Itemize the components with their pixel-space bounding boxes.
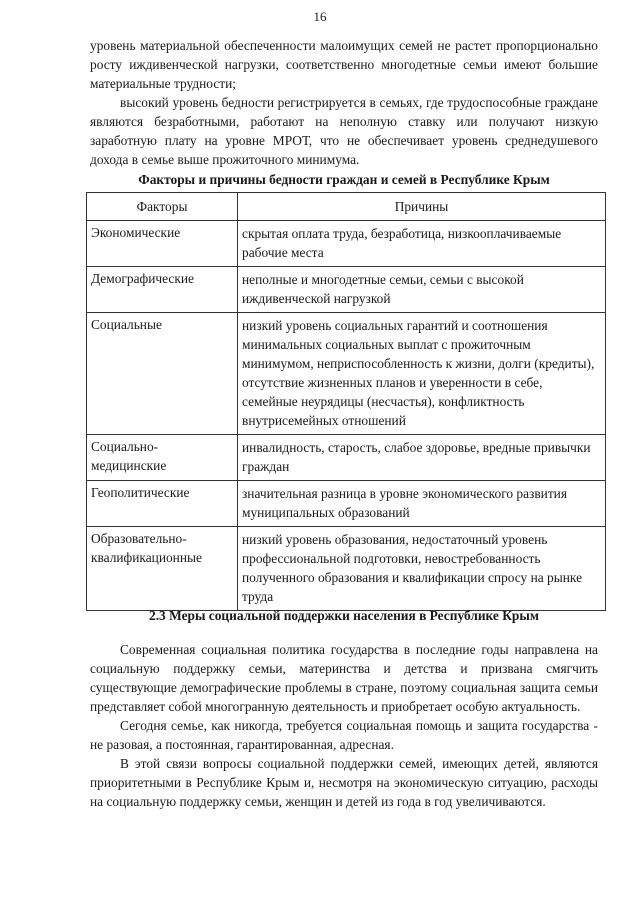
section-heading: 2.3 Меры социальной поддержки населения в Республике Крым xyxy=(149,608,539,623)
factor-cell: Социальные xyxy=(87,313,238,435)
paragraph: уровень материальной обеспеченности малоимущих семей не растет пропорционально росту иждивенческой нагрузки, соответственно многодетные семьи имеют большие материальные трудности; xyxy=(90,38,598,91)
intro-text xyxy=(90,36,598,169)
paragraph: высокий уровень бедности регистрируется в семьях, где трудоспособные граждане являются безработными, работают на неполную ставку или получают низкую заработную плату на уровне МРОТ, что не обеспечивает уровень среднедушевого дохода в семье выше прожиточного минимума. xyxy=(90,95,598,167)
table-row xyxy=(87,527,606,611)
table-row xyxy=(87,313,606,435)
factor-cell: Геополитические xyxy=(87,481,238,527)
column-header-causes: Причины xyxy=(238,193,606,221)
cause-cell: скрытая оплата труда, безработица, низкооплачиваемые рабочие места xyxy=(238,221,606,267)
paragraph: В этой связи вопросы социальной поддержки семей, имеющих детей, являются приоритетными в Республике Крым и, несмотря на экономическую ситуацию, расходы на социальную поддержку семьи, женщин и детей из года в год увеличиваются. xyxy=(90,756,598,809)
cause-cell: низкий уровень образования, недостаточный уровень профессиональной подготовки, невостребованность полученного образования и квалификации спросу на рынке труда xyxy=(238,527,606,611)
paragraph: Современная социальная политика государства в последние годы направлена на социальную поддержку семьи, материнства и детства и призвана смягчить существующие демографические проблемы в стране, поэтому социальная защита семьи представляет собой многогранную деятельность и приобретает особую актуальность. xyxy=(90,642,598,714)
table-row xyxy=(87,435,606,481)
table-row xyxy=(87,267,606,313)
factor-cell: Экономические xyxy=(87,221,238,267)
factor-cell: Социально-медицинские xyxy=(87,435,238,481)
factor-cell: Образовательно-квалификационные xyxy=(87,527,238,611)
paragraph: Сегодня семье, как никогда, требуется социальная помощь и защита государства - не разовая, а постоянная, гарантированная, адресная. xyxy=(90,718,598,752)
cause-cell: инвалидность, старость, слабое здоровье, вредные привычки граждан xyxy=(238,435,606,481)
cause-cell: низкий уровень социальных гарантий и соотношения минимальных социальных выплат с прожиточным минимумом, неприспособленность к жизни, долги (кредиты), отсутствие жизненных планов и уверенности в себе, семейные неурядицы (несчастья), конфликтность внутрисемейных отношений xyxy=(238,313,606,435)
page-number: 16 xyxy=(313,9,327,24)
table-header-row xyxy=(87,193,606,221)
factor-cell: Демографические xyxy=(87,267,238,313)
table-caption: Факторы и причины бедности граждан и семей в Республике Крым xyxy=(138,172,550,187)
cause-cell: неполные и многодетные семьи, семьи с высокой иждивенческой нагрузкой xyxy=(238,267,606,313)
table-row xyxy=(87,481,606,527)
section-text xyxy=(90,640,598,811)
cause-cell: значительная разница в уровне экономического развития муниципальных образований xyxy=(238,481,606,527)
table-row xyxy=(87,221,606,267)
factors-table xyxy=(86,192,606,611)
column-header-factors: Факторы xyxy=(87,193,238,221)
